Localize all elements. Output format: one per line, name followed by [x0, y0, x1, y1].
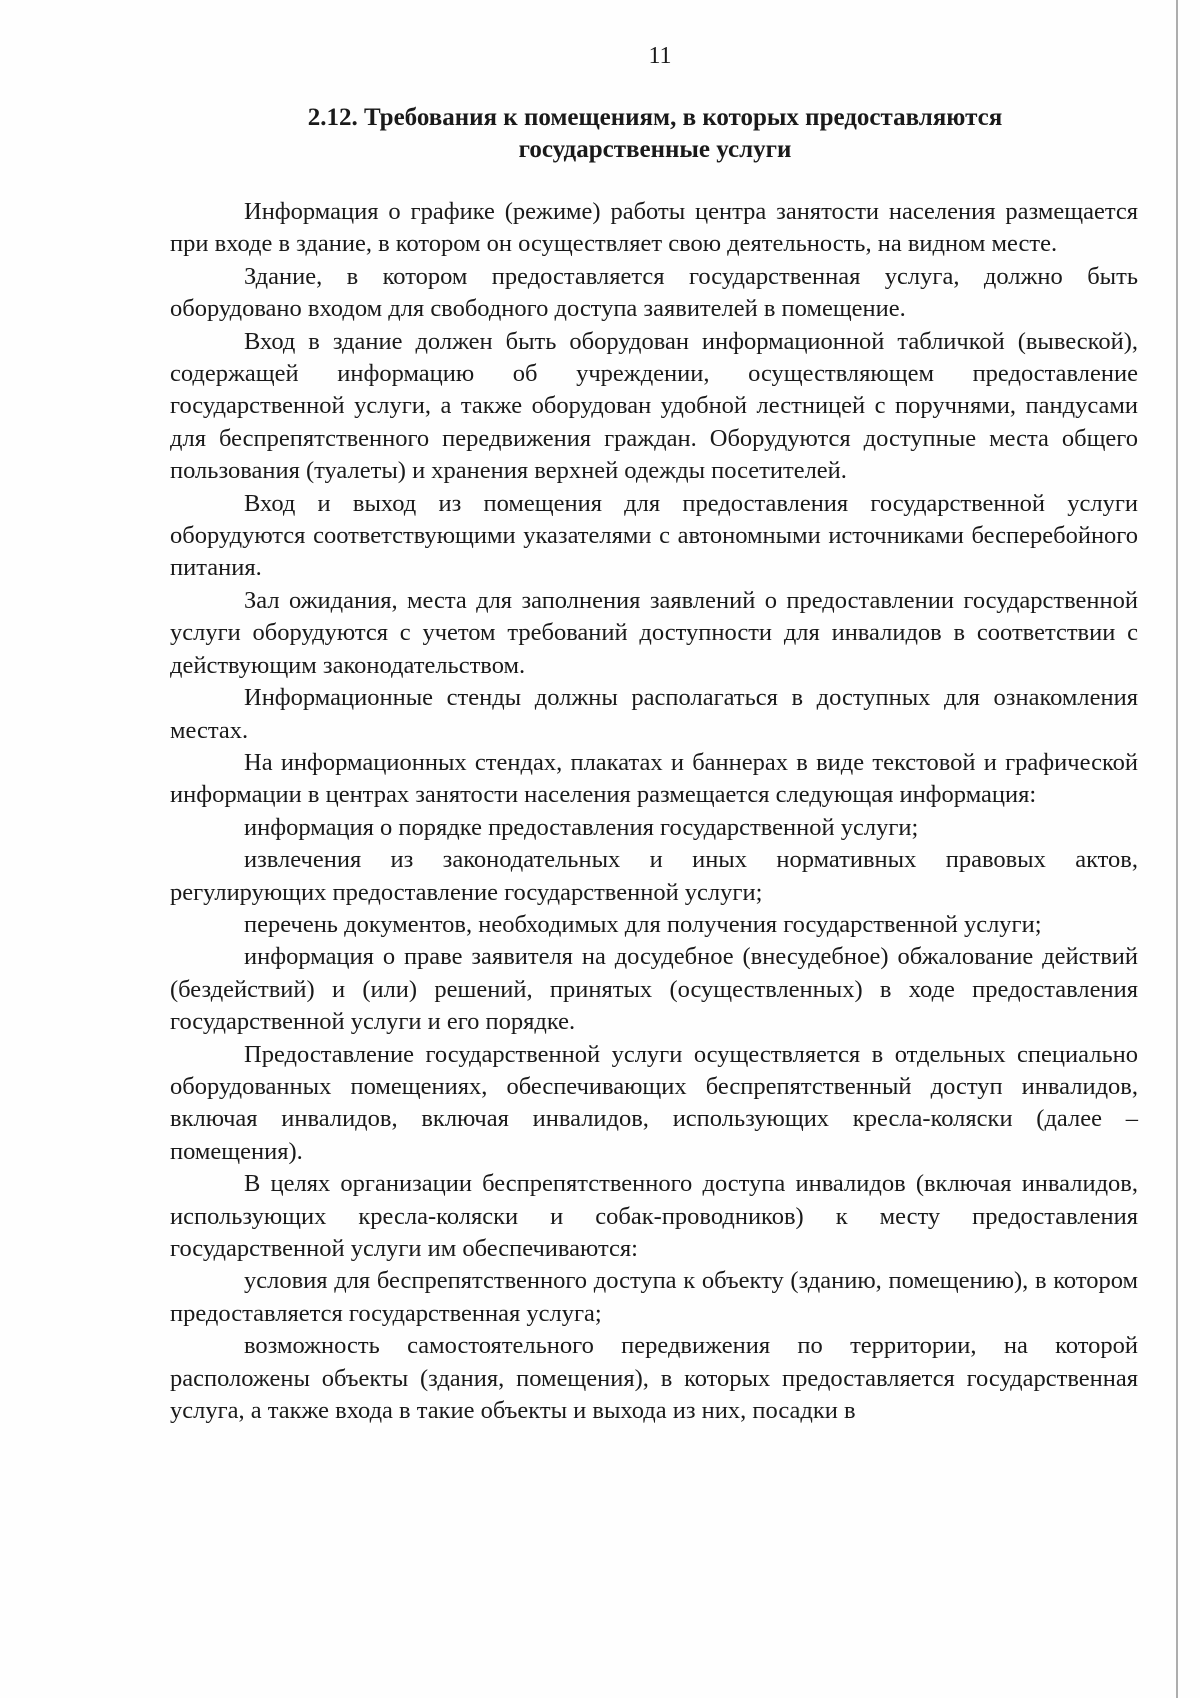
paragraph: В целях организации беспрепятственного доступа инвалидов (включая инвалидов, использующих кресла-коляски и собак-проводников) к месту предоставления государственной услуги им обеспечиваются: — [170, 1170, 1138, 1262]
list-item: возможность самостоятельного передвижения по территории, на которой расположены объекты (здания, помещения), в которых предоставляется государственная услуга, а также входа в такие объекты и выхода из них, посадки в — [170, 1332, 1138, 1425]
paragraph: Предоставление государственной услуги осуществляется в отдельных специально оборудованных помещениях, обеспечивающих беспрепятственный доступ инвалидов, включая инвалидов, включая инвалидов, использующих кресла-коляски (далее – помещения). — [170, 1040, 1138, 1165]
paragraph: Зал ожидания, места для заполнения заявлений о предоставлении государственной услуги оборудуются с учетом требований доступности для инвалидов в соответствии с действующим законодательством. — [170, 586, 1138, 679]
list-item: условия для беспрепятственного доступа к объекту (зданию, помещению), в котором предоставляется государственная услуга; — [170, 1267, 1138, 1327]
list-item: информация о праве заявителя на досудебное (внесудебное) обжалование действий (бездействий) и (или) решений, принятых (осуществленных) в ходе предоставления государственной услуги и его порядке. — [170, 943, 1138, 1036]
page-number: 11 — [648, 43, 672, 69]
paragraph: Информация о графике (режиме) работы центра занятости населения размещается при входе в здание, в котором он осуществляет свою деятельность, на видном месте. — [170, 198, 1138, 258]
paragraph: Вход в здание должен быть оборудован информационной табличкой (вывеской), содержащей информацию об учреждении, осуществляющем предоставление государственной услуги, а также оборудован удобной лестницей с поручнями, пандусами для беспрепятственного передвижения граждан. Оборудуются доступные места общего пользования (туалеты) и хранения верхней одежды посетителей. — [170, 327, 1138, 485]
paragraph: Вход и выход из помещения для предоставления государственной услуги оборудуются соответствующими указателями с автономными источниками бесперебойного питания. — [170, 489, 1138, 582]
document-body — [170, 196, 1138, 1427]
paragraph: На информационных стендах, плакатах и баннерах в виде текстовой и графической информации в центрах занятости населения размещается следующая информация: — [170, 748, 1138, 809]
list-item: извлечения из законодательных и иных нормативных правовых актов, регулирующих предоставление государственной услуги; — [170, 846, 1138, 906]
section-heading-line-1: 2.12. Требования к помещениям, в которых предоставляются — [307, 104, 1003, 131]
section-heading-line-2: государственные услуги — [518, 136, 792, 163]
paragraph: Здание, в котором предоставляется государственная услуга, должно быть оборудовано входом для свободного доступа заявителей в помещение. — [170, 262, 1138, 323]
list-item: информация о порядке предоставления государственной услуги; — [244, 813, 919, 841]
paragraph: Информационные стенды должны располагаться в доступных для ознакомления местах. — [170, 684, 1138, 744]
section-heading — [205, 102, 1105, 166]
list-item: перечень документов, необходимых для получения государственной услуги; — [244, 910, 1042, 938]
scan-edge-line — [1176, 0, 1178, 1698]
